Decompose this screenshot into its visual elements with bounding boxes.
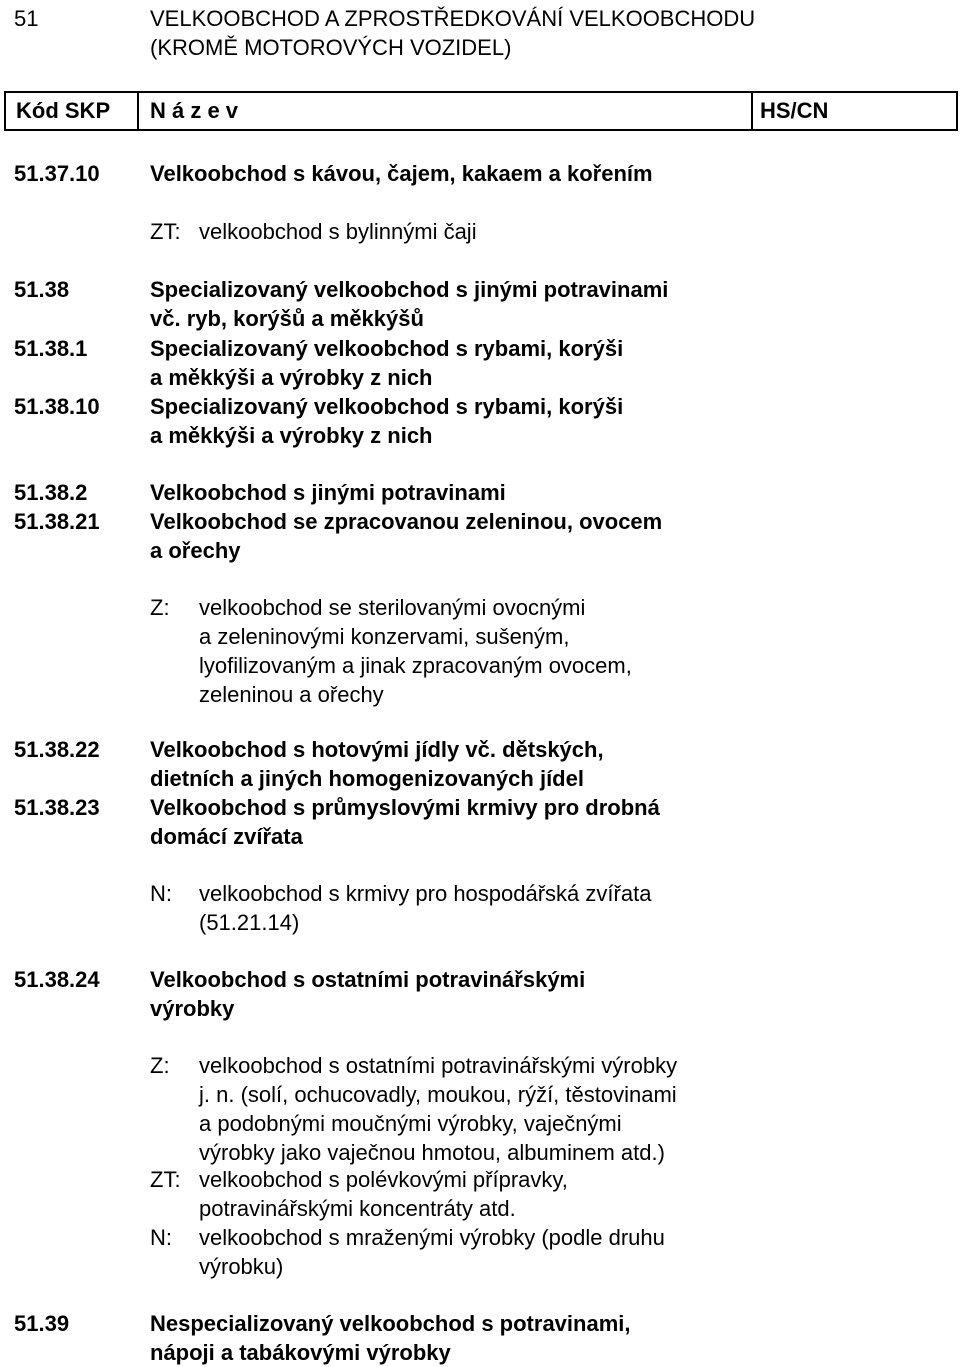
note-text: velkoobchod s polévkovými přípravky, bbox=[199, 1167, 568, 1192]
entry-name: Velkoobchod s hotovými jídly vč. dětských, bbox=[150, 737, 604, 762]
note-text: potravinářskými koncentráty atd. bbox=[199, 1196, 516, 1221]
entry-name: Velkoobchod s jinými potravinami bbox=[150, 480, 506, 505]
entry-name-cont: dietních a jiných homogenizovaných jídel bbox=[150, 766, 584, 791]
note-text: zeleninou a ořechy bbox=[199, 682, 384, 707]
note-text: výrobku) bbox=[199, 1254, 284, 1279]
entry-code: 51.38.22 bbox=[14, 737, 100, 762]
section-title-line1: VELKOOBCHOD A ZPROSTŘEDKOVÁNÍ VELKOOBCHODU bbox=[150, 6, 756, 31]
section-number: 51 bbox=[14, 6, 39, 31]
note-label: ZT: bbox=[150, 219, 181, 244]
section-title-line2: (KROMĚ MOTOROVÝCH VOZIDEL) bbox=[150, 35, 512, 60]
entry-name-cont: domácí zvířata bbox=[150, 824, 303, 849]
entry-name: Specializovaný velkoobchod s jinými potravinami bbox=[150, 277, 669, 302]
entry-name-cont: vč. ryb, korýšů a měkkýšů bbox=[150, 306, 424, 331]
column-header-name: N á z e v bbox=[150, 98, 239, 123]
note-text: a zeleninovými konzervami, sušeným, bbox=[199, 624, 570, 649]
note-text: velkoobchod s ostatními potravinářskými výrobky bbox=[199, 1053, 678, 1078]
entry-code: 51.38.24 bbox=[14, 967, 100, 992]
entry-name-cont: a ořechy bbox=[150, 538, 241, 563]
note-text: velkoobchod s mraženými výrobky (podle druhu bbox=[199, 1225, 665, 1250]
entry-name: Velkoobchod s kávou, čajem, kakaem a kořením bbox=[150, 161, 653, 186]
entry-name-cont: nápoji a tabákovými výrobky bbox=[150, 1340, 451, 1365]
note-text: j. n. (solí, ochucovadly, moukou, rýží, těstovinami bbox=[199, 1082, 677, 1107]
note-text: výrobky jako vaječnou hmotou, albuminem atd.) bbox=[199, 1140, 665, 1165]
note-label: N: bbox=[150, 881, 172, 906]
entry-code: 51.38.10 bbox=[14, 394, 100, 419]
note-text: (51.21.14) bbox=[199, 910, 300, 935]
note-text: velkoobchod se sterilovanými ovocnými bbox=[199, 595, 586, 620]
entry-code: 51.39 bbox=[14, 1311, 70, 1336]
entry-name: Specializovaný velkoobchod s rybami, korýši bbox=[150, 394, 624, 419]
entry-name: Velkoobchod s ostatními potravinářskými bbox=[150, 967, 586, 992]
entry-name: Specializovaný velkoobchod s rybami, korýši bbox=[150, 336, 624, 361]
entry-name: Velkoobchod s průmyslovými krmivy pro drobná bbox=[150, 795, 660, 820]
entry-name-cont: výrobky bbox=[150, 996, 235, 1021]
note-text: a podobnými moučnými výrobky, vaječnými bbox=[199, 1111, 622, 1136]
entry-name-cont: a měkkýši a výrobky z nich bbox=[150, 365, 433, 390]
column-header-hs: HS/CN bbox=[760, 98, 829, 123]
column-divider bbox=[137, 93, 139, 129]
entry-name-cont: a měkkýši a výrobky z nich bbox=[150, 423, 433, 448]
entry-name: Velkoobchod se zpracovanou zeleninou, ovocem bbox=[150, 509, 663, 534]
note-text: velkoobchod s krmivy pro hospodářská zvířata bbox=[199, 881, 652, 906]
entry-code: 51.38.1 bbox=[14, 336, 88, 361]
entry-code: 51.38.2 bbox=[14, 480, 88, 505]
note-label: ZT: bbox=[150, 1167, 181, 1192]
entry-code: 51.38 bbox=[14, 277, 70, 302]
note-text: velkoobchod s bylinnými čaji bbox=[199, 219, 477, 244]
entry-code: 51.37.10 bbox=[14, 161, 100, 186]
note-label: Z: bbox=[150, 595, 170, 620]
column-header-code: Kód SKP bbox=[16, 98, 111, 123]
table-header bbox=[4, 91, 958, 131]
note-label: Z: bbox=[150, 1053, 170, 1078]
entry-code: 51.38.23 bbox=[14, 795, 100, 820]
entry-code: 51.38.21 bbox=[14, 509, 100, 534]
note-text: lyofilizovaným a jinak zpracovaným ovocem, bbox=[199, 653, 632, 678]
column-divider bbox=[751, 93, 753, 129]
entry-name: Nespecializovaný velkoobchod s potravinami, bbox=[150, 1311, 631, 1336]
note-label: N: bbox=[150, 1225, 172, 1250]
